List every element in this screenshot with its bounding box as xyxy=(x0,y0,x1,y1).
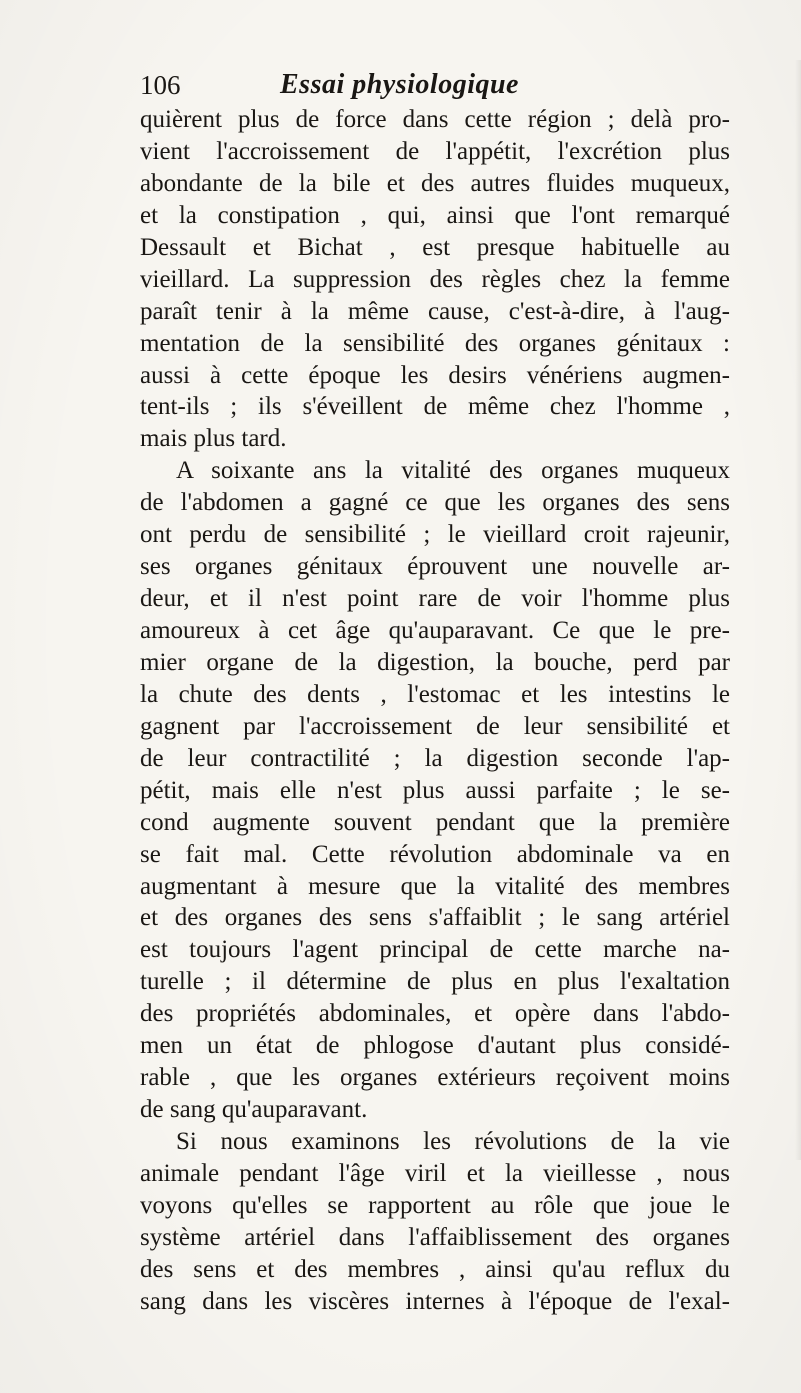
running-head xyxy=(140,68,720,102)
paragraph-start-line: Si nous examinons les révolutions de la vie xyxy=(176,1128,730,1155)
paragraph-start-line: A soixante ans la vitalité des organes muqueux xyxy=(176,457,730,485)
running-title: Essai physiologique xyxy=(280,69,519,100)
text-line: gagnent par l'accroissement de leur sensibilité et xyxy=(140,712,730,740)
text-line: est toujours l'agent principal de cette marche na- xyxy=(140,936,730,964)
paragraph-end-line: mais plus tard. xyxy=(140,425,287,453)
text-line: et des organes des sens s'affaiblit ; le sang artériel xyxy=(140,904,730,932)
paragraph-end-line: de sang qu'auparavant. xyxy=(140,1096,368,1124)
text-line: abondante de la bile et des autres fluides muqueux, xyxy=(140,169,730,197)
text-line: et la constipation , qui, ainsi que l'ont remarqué xyxy=(140,201,730,229)
text-line: turelle ; il détermine de plus en plus l'exaltation xyxy=(140,968,730,996)
text-line: voyons qu'elles se rapportent au rôle que joue le xyxy=(140,1191,730,1219)
text-line: aussi à cette époque les desirs vénériens augmen- xyxy=(140,361,730,389)
text-line: mentation de la sensibilité des organes génitaux : xyxy=(140,329,730,357)
text-line: vient l'accroissement de l'appétit, l'excrétion plus xyxy=(140,137,730,165)
text-line: Dessault et Bichat , est presque habituelle au xyxy=(140,233,730,261)
text-line: des sens et des membres , ainsi qu'au reflux du xyxy=(140,1255,730,1283)
text-line: de l'abdomen a gagné ce que les organes des sens xyxy=(140,489,730,517)
text-line: quièrent plus de force dans cette région ; delà pro- xyxy=(140,106,730,133)
text-line: animale pendant l'âge viril et la vieillesse , nous xyxy=(140,1159,730,1187)
text-line: tent-ils ; ils s'éveillent de même chez l'homme , xyxy=(140,393,730,421)
text-line: système artériel dans l'affaiblissement des organes xyxy=(140,1223,730,1251)
text-line: la chute des dents , l'estomac et les intestins le xyxy=(140,680,730,708)
text-line: rable , que les organes extérieurs reçoivent moins xyxy=(140,1064,730,1092)
page-number: 106 xyxy=(140,70,181,100)
text-line: cond augmente souvent pendant que la première xyxy=(140,808,730,836)
text-line: ont perdu de sensibilité ; le vieillard croit rajeunir, xyxy=(140,521,730,549)
page-edge-shadow xyxy=(795,60,801,1160)
text-line: mier organe de la digestion, la bouche, perd par xyxy=(140,648,730,676)
body-text xyxy=(140,104,730,1318)
text-line: sang dans les viscères internes à l'époque de l'exal- xyxy=(140,1287,730,1315)
text-line: de leur contractilité ; la digestion seconde l'ap- xyxy=(140,744,730,772)
text-line: pétit, mais elle n'est plus aussi parfaite ; le se- xyxy=(140,776,730,804)
text-line: deur, et il n'est point rare de voir l'homme plus xyxy=(140,585,730,613)
text-line: augmentant à mesure que la vitalité des membres xyxy=(140,872,730,900)
text-line: se fait mal. Cette révolution abdominale va en xyxy=(140,840,730,868)
text-line: paraît tenir à la même cause, c'est-à-dire, à l'aug- xyxy=(140,297,730,325)
text-line: amoureux à cet âge qu'auparavant. Ce que le pre- xyxy=(140,617,730,644)
text-line: des propriétés abdominales, et opère dans l'abdo- xyxy=(140,1000,730,1028)
text-line: vieillard. La suppression des règles chez la femme xyxy=(140,265,730,293)
text-line: men un état de phlogose d'autant plus considé- xyxy=(140,1032,730,1060)
text-line: ses organes génitaux éprouvent une nouvelle ar- xyxy=(140,553,730,581)
